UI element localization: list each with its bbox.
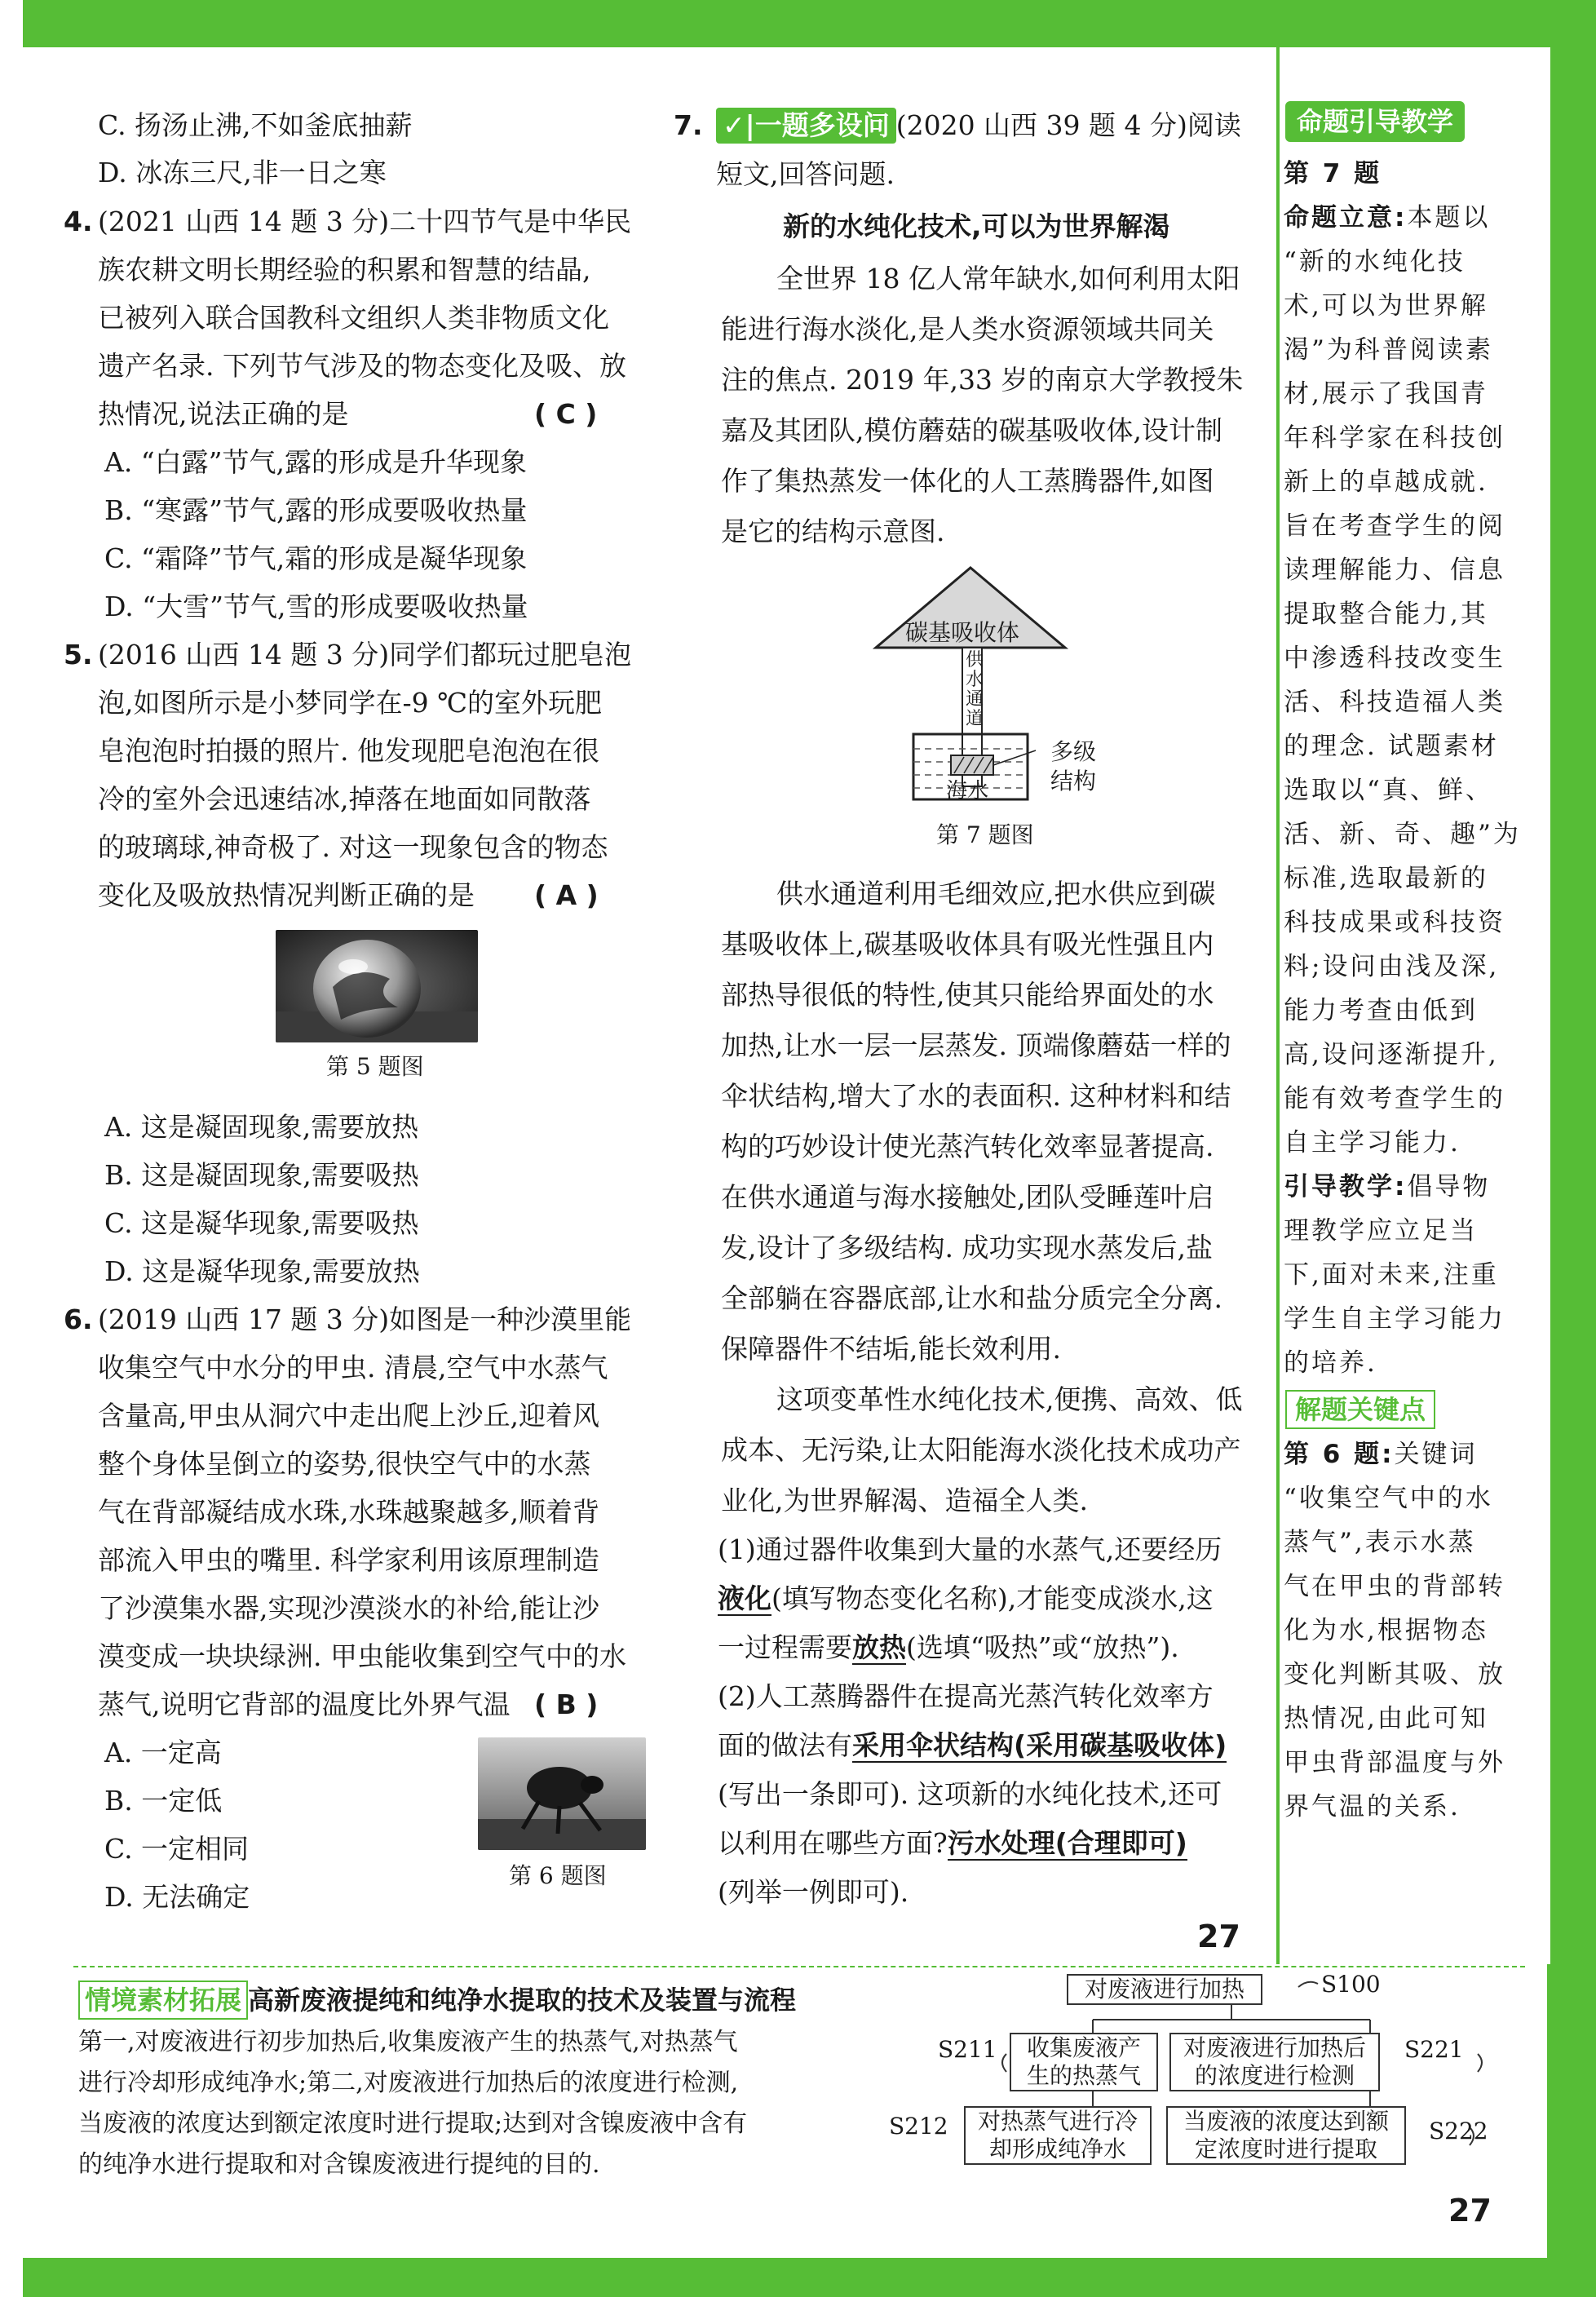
q7-para2-line: 部热导很低的特性,使其只能给界面处的水 <box>721 979 1214 1011</box>
sidebar-line: 标准,选取最新的 <box>1284 864 1488 893</box>
q6-line: 部流入甲虫的嘴里. 科学家利用该原理制造 <box>98 1544 599 1576</box>
sidebar-line: 的培养. <box>1284 1348 1377 1378</box>
bottom-green-band <box>23 2258 1596 2297</box>
flow-box-s222 <box>1166 2106 1406 2165</box>
q7-sub1-text: (选填“吸热”或“放热”). <box>906 1631 1179 1663</box>
diagram-label-multi-2: 结构 <box>1050 768 1097 794</box>
q4-line: 遗产名录. 下列节气涉及的物态变化及吸、放 <box>98 350 626 382</box>
sidebar-lead-term: 第 6 题: <box>1284 1440 1395 1469</box>
sidebar-line: 能有效考查学生的 <box>1284 1084 1505 1113</box>
q5-figure-caption: 第 5 题图 <box>326 1053 424 1080</box>
flow-label-s222: S222 <box>1429 2118 1488 2144</box>
flow-label-s212: S212 <box>889 2113 948 2140</box>
q7-para2-line: 在供水通道与海水接触处,团队受睡莲叶启 <box>721 1181 1214 1213</box>
q7-para2-line: 构的巧妙设计使光蒸汽转化效率显著提高. <box>721 1131 1214 1162</box>
q7-sub1-answer-2: 放热 <box>852 1631 906 1663</box>
q5-line: 的玻璃球,神奇极了. 对这一现象包含的物态 <box>98 831 608 863</box>
sidebar-line: 术,可以为世界解 <box>1284 291 1488 321</box>
flow-box-s211 <box>1010 2033 1158 2091</box>
diagram-label-seawater: 海水 <box>946 779 989 803</box>
q7-figure-caption: 第 7 题图 <box>936 821 1034 848</box>
diagram-label-carbon-absorber: 碳基吸收体 <box>905 619 1020 646</box>
bottom-line: 进行冷却形成纯净水;第二,对废液进行加热后的浓度进行检测, <box>78 2069 739 2097</box>
q7-heading <box>716 108 1241 144</box>
q5-answer: ( A ) <box>534 879 599 911</box>
q7-para2-line: 基吸收体上,碳基吸收体具有吸光性强且内 <box>721 928 1214 960</box>
q6-line: 整个身体呈倒立的姿势,很快空气中的水蒸 <box>98 1448 591 1480</box>
flow-label-s100: S100 <box>1321 1971 1381 1998</box>
q5-number: 5. <box>64 639 93 671</box>
sidebar-keypoint-line: 气在甲虫的背部转 <box>1284 1572 1505 1601</box>
q6-line: 含量高,甲虫从洞穴中走出爬上沙丘,迎着风 <box>98 1400 599 1432</box>
sidebar-keypoint-line: 热情况,由此可知 <box>1284 1704 1488 1733</box>
q7-sub1-answer-1: 液化 <box>718 1582 771 1614</box>
q5-line: 变化及吸放热情况判断正确的是 <box>98 879 475 911</box>
sidebar-line: 活、科技造福人类 <box>1284 688 1505 717</box>
q7-para2-line: 供水通道利用毛细效应,把水供应到碳 <box>776 878 1216 910</box>
page-number-mid: 27 <box>1197 1919 1240 1954</box>
q6-line: 蒸气,说明它背部的温度比外界气温 <box>98 1688 511 1720</box>
frozen-bubble-photo <box>276 930 478 1042</box>
sidebar-line: 学生自主学习能力 <box>1284 1304 1505 1334</box>
page-number: 27 <box>1448 2193 1492 2228</box>
q7-sub2-line: (2)人工蒸腾器件在提高光蒸汽转化效率方 <box>718 1680 1214 1712</box>
sidebar-line: 科技成果或科技资 <box>1284 908 1505 937</box>
sidebar-keypoint-line: 蒸气”,表示水蒸 <box>1284 1528 1476 1557</box>
q7-para2-line: 发,设计了多级结构. 成功实现水蒸发后,盐 <box>721 1232 1213 1264</box>
q6-option: C. 一定相同 <box>104 1833 250 1865</box>
flow-box-s211-line2: 生的热蒸气 <box>1026 2062 1141 2089</box>
q7-sub2-line4 <box>718 1826 1187 1861</box>
bottom-title: 高新废液提纯和纯净水提取的技术及装置与流程 <box>248 1985 797 2016</box>
q5-line: 皂泡泡时拍摄的照片. 他发现肥皂泡泡在很 <box>98 735 599 767</box>
q7-sub2-line2 <box>718 1728 1227 1764</box>
flow-box-s221-line2: 的浓度进行检测 <box>1194 2062 1355 2089</box>
sidebar-line: 的理念. 试题素材 <box>1284 732 1499 761</box>
bottom-header <box>78 1981 796 2020</box>
flow-box-s222-line2: 定浓度时进行提取 <box>1194 2135 1377 2162</box>
q7-para1-line: 全世界 18 亿人常年缺水,如何利用太阳 <box>776 263 1240 294</box>
q5-line: (2016 山西 14 题 3 分)同学们都玩过肥皂泡 <box>98 639 632 671</box>
sidebar-line: 理教学应立足当 <box>1284 1216 1478 1246</box>
sidebar-line: 自主学习能力. <box>1284 1128 1461 1157</box>
sidebar-line: 中渗透科技改变生 <box>1284 644 1505 673</box>
q5-option: A. 这是凝固现象,需要放热 <box>104 1111 419 1143</box>
q4-line: 已被列入联合国教科文组织人类非物质文化 <box>98 302 609 334</box>
bottom-line: 的纯净水进行提取和对含镍废液进行提纯的目的. <box>78 2150 600 2179</box>
q7-para1-line: 是它的结构示意图. <box>721 516 945 547</box>
beetle-photo <box>478 1737 646 1850</box>
sidebar-line: 读理解能力、信息 <box>1284 555 1505 585</box>
sidebar-line: 材,展示了我国青 <box>1284 379 1488 409</box>
q7-para3-line: 业化,为世界解渴、造福全人类. <box>721 1485 1088 1516</box>
q4-option: A. “白露”节气,露的形成是升华现象 <box>104 446 528 478</box>
sidebar-keypoint-line: 第 6 题:关键词 <box>1284 1440 1478 1469</box>
sidebar-line: 提取整合能力,其 <box>1284 600 1488 629</box>
q4-option: C. “霜降”节气,霜的形成是凝华现象 <box>104 542 528 574</box>
q7-para2-line: 加热,让水一层一层蒸发. 顶端像蘑菇一样的 <box>721 1029 1231 1061</box>
diagram-label-supply-channel: 供水通道 <box>965 650 984 729</box>
sidebar-line: 渴”为科普阅读素 <box>1284 335 1493 365</box>
q7-source: (2020 山西 39 题 4 分)阅读 <box>895 109 1241 141</box>
q5-option: D. 这是凝华现象,需要放热 <box>104 1255 420 1287</box>
bottom-line: 当废液的浓度达到额定浓度时进行提取;达到对含镍废液中含有 <box>78 2109 748 2138</box>
sidebar-lead-term: 引导教学: <box>1284 1172 1408 1202</box>
q6-option: B. 一定低 <box>104 1785 223 1817</box>
flow-box-s211-line1: 收集废液产 <box>1026 2034 1141 2061</box>
q5-option: C. 这是凝华现象,需要吸热 <box>104 1207 419 1239</box>
q6-option: D. 无法确定 <box>104 1881 250 1913</box>
q6-answer: ( B ) <box>534 1688 599 1720</box>
q7-sub1-line3 <box>718 1630 1179 1666</box>
bottom-line: 第一,对废液进行初步加热后,收集废液产生的热蒸气,对热蒸气 <box>78 2028 738 2056</box>
q7-para1-line: 嘉及其团队,模仿蘑菇的碳基吸收体,设计制 <box>721 414 1222 446</box>
sidebar-line: 引导教学:倡导物 <box>1284 1172 1491 1202</box>
right-green-band <box>1547 0 1596 2297</box>
sidebar-lead-term: 命题立意: <box>1284 203 1408 232</box>
q7-article-title: 新的水纯化技术,可以为世界解渴 <box>783 210 1170 242</box>
q4-answer: ( C ) <box>534 398 598 430</box>
q7-sub2-line5: (列举一例即可). <box>718 1876 909 1908</box>
q4-option: B. “寒露”节气,露的形成要吸收热量 <box>104 494 528 526</box>
sidebar-keypoint-line: 变化判断其吸、放 <box>1284 1660 1505 1689</box>
q6-figure-caption: 第 6 题图 <box>509 1862 607 1889</box>
q7-sub1-text: 一过程需要 <box>718 1631 852 1663</box>
q7-para2-line: 全部躺在容器底部,让水和盐分质完全分离. <box>721 1282 1222 1314</box>
q6-line: 收集空气中水分的甲虫. 清晨,空气中水蒸气 <box>98 1352 608 1383</box>
flow-label-s211: S211 <box>938 2036 997 2063</box>
q7-sub2-answer-2: 污水处理(合理即可) <box>947 1827 1187 1859</box>
sidebar-keypoint-line: 化为水,根据物态 <box>1284 1616 1488 1645</box>
q4-line: (2021 山西 14 题 3 分)二十四节气是中华民 <box>98 206 632 237</box>
sidebar-line: 高,设问逐渐提升, <box>1284 1040 1499 1069</box>
q7-para3-line: 成本、无污染,让太阳能海水淡化技术成功产 <box>721 1434 1241 1466</box>
q7-sub2-answer-1: 采用伞状结构(采用碳基吸收体) <box>852 1729 1227 1761</box>
q5-option: B. 这是凝固现象,需要吸热 <box>104 1159 419 1191</box>
sidebar-line: 命题立意:本题以 <box>1284 203 1491 232</box>
q5-line: 泡,如图所示是小梦同学在-9 ℃的室外玩肥 <box>98 687 603 719</box>
q7-para2-line: 伞状结构,增大了水的表面积. 这种材料和结 <box>721 1080 1231 1112</box>
sidebar-line: 下,面对未来,注重 <box>1284 1260 1499 1290</box>
context-material-tag: 情境素材拓展 <box>78 1981 248 2020</box>
q7-sub2-line3: (写出一条即可). 这项新的水纯化技术,还可 <box>718 1778 1222 1810</box>
flow-label-s221: S221 <box>1404 2036 1464 2063</box>
q7-sub2-text: 以利用在哪些方面? <box>718 1827 948 1859</box>
q3-option-c: C. 扬汤止沸,不如釜底抽薪 <box>98 109 413 141</box>
sidebar-q7-title: 第 7 题 <box>1284 159 1382 188</box>
q4-line: 热情况,说法正确的是 <box>98 398 349 430</box>
sidebar-line: 年科学家在科技创 <box>1284 423 1505 453</box>
sidebar-line: 选取以“真、鲜、 <box>1284 776 1493 805</box>
flow-box-s212 <box>964 2106 1152 2165</box>
sidebar-line: “新的水纯化技 <box>1284 247 1466 277</box>
sidebar-keypoint-line: “收集空气中的水 <box>1284 1484 1493 1513</box>
sidebar-badge-guidance: 命题引导教学 <box>1285 101 1465 142</box>
sidebar-badge-keypoint: 解题关键点 <box>1285 1390 1435 1429</box>
q4-number: 4. <box>64 206 93 237</box>
sidebar-keypoint-line: 甲虫背部温度与外 <box>1284 1748 1505 1777</box>
q7-para1-line: 注的焦点. 2019 年,33 岁的南京大学教授朱 <box>721 364 1244 396</box>
diagram-label-multi-1: 多级 <box>1050 738 1097 765</box>
top-green-band <box>23 0 1596 47</box>
flow-box-s212-line2: 却形成纯净水 <box>988 2135 1126 2162</box>
q7-sub1-text: (填写物态变化名称),才能变成淡水,这 <box>771 1582 1214 1614</box>
q5-line: 冷的室外会迅速结冰,掉落在地面如同散落 <box>98 783 591 815</box>
multi-question-tag: ✓|一题多设问 <box>716 108 896 144</box>
q7-sub1-line2 <box>718 1581 1214 1617</box>
q7-para1-line: 作了集热蒸发一体化的人工蒸腾器件,如图 <box>721 465 1214 497</box>
q7-sub1-line: (1)通过器件收集到大量的水蒸气,还要经历 <box>718 1534 1222 1565</box>
sidebar-line: 能力考查由低到 <box>1284 996 1478 1025</box>
q6-line: 漠变成一块块绿洲. 甲虫能收集到空气中的水 <box>98 1640 626 1672</box>
q7-instruction: 短文,回答问题. <box>716 158 895 190</box>
q4-option: D. “大雪”节气,雪的形成要吸收热量 <box>104 591 528 622</box>
q7-para2-line: 保障器件不结垢,能长效利用. <box>721 1333 1061 1365</box>
bottom-divider <box>73 1966 1525 1967</box>
q6-line: 气在背部凝结成水珠,水珠越聚越多,顺着背 <box>98 1496 599 1528</box>
flow-box-s221-line1: 对废液进行加热后 <box>1183 2034 1366 2061</box>
q6-number: 6. <box>64 1303 93 1335</box>
q4-line: 族农耕文明长期经验的积累和智慧的结晶, <box>98 254 591 285</box>
q7-number: 7. <box>674 109 703 141</box>
q3-option-d: D. 冰冻三尺,非一日之寒 <box>98 157 387 188</box>
flow-box-s221 <box>1169 2033 1380 2091</box>
flow-box-s222-line1: 当废液的浓度达到额 <box>1183 2108 1389 2135</box>
sidebar-keypoint-line: 界气温的关系. <box>1284 1792 1461 1821</box>
q7-para1-line: 能进行海水淡化,是人类水资源领域共同关 <box>721 313 1214 345</box>
sidebar-line: 新上的卓越成就. <box>1284 467 1488 497</box>
q7-sub2-text: 面的做法有 <box>718 1729 852 1761</box>
flow-box-s100: 对废液进行加热 <box>1067 1974 1262 2005</box>
q6-line: (2019 山西 17 题 3 分)如图是一种沙漠里能 <box>98 1303 632 1335</box>
q6-option: A. 一定高 <box>104 1737 222 1768</box>
sidebar-line: 旨在考查学生的阅 <box>1284 511 1505 541</box>
sidebar-line: 活、新、奇、趣”为 <box>1284 820 1521 849</box>
sidebar-line: 料;设问由浅及深, <box>1284 952 1500 981</box>
q6-line: 了沙漠集水器,实现沙漠淡水的补给,能让沙 <box>98 1592 599 1624</box>
q7-para3-line: 这项变革性水纯化技术,便携、高效、低 <box>776 1383 1243 1415</box>
flow-box-s212-line1: 对热蒸气进行冷 <box>977 2108 1138 2135</box>
